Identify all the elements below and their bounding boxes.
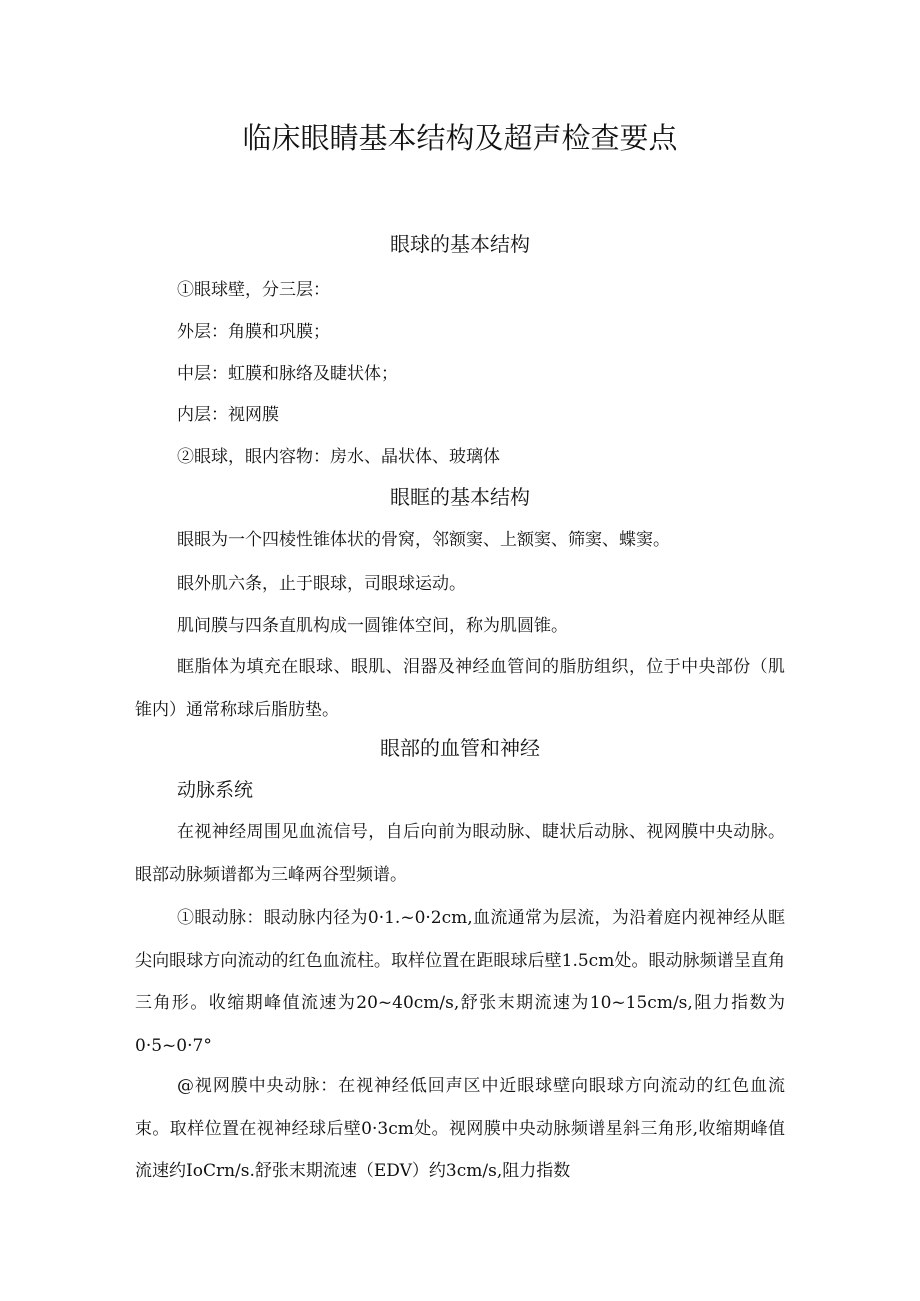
list-item: 内层：视网膜 — [177, 405, 279, 425]
sub-heading-arterial-system: 动脉系统 — [177, 779, 254, 801]
list-item: 外层：角膜和巩膜； — [177, 322, 330, 342]
section-heading-vessels-nerves: 眼部的血管和神经 — [380, 736, 540, 760]
section-heading-eyeball: 眼球的基本结构 — [390, 232, 530, 256]
list-item: 中层：虹膜和脉络及睫状体； — [177, 364, 398, 384]
section-heading-orbit: 眼眶的基本结构 — [390, 485, 530, 509]
paragraph: @视网膜中央动脉：在视神经低回声区中近眼球壁向眼球方向流动的红色血流束。取样位置在视神经球后壁0·3cm处。视网膜中央动脉频谱星斜三角形,收缩期峰值流速约IoCrn∕s.舒张末期流速（EDV）约3cm∕s,阻力指数 — [135, 1076, 785, 1181]
paragraph: 眼外肌六条，止于眼球，司眼球运动。 — [177, 574, 466, 594]
paragraph: 眶脂体为填充在眼球、眼肌、泪器及神经血管间的脂肪组织，位于中央部份（肌锥内）通常称球后脂肪垫。 — [135, 657, 785, 720]
document-title: 临床眼睛基本结构及超声检查要点 — [242, 121, 678, 155]
paragraph: 肌间膜与四条直肌构成一圆锥体空间，称为肌圆锥。 — [177, 616, 568, 636]
paragraph: ①眼动脉：眼动脉内径为0·1.~0·2cm,血流通常为层流，为沿着庭内视神经从眶尖向眼球方向流动的红色血流柱。取样位置在距眼球后壁1.5cm处。眼动脉频谱呈直角三角形。收缩期峰值流速为20~40cm∕s,舒张末期流速为10~15cm∕s,阻力指数为0·5~0·7° — [135, 908, 785, 1056]
list-item: ②眼球，眼内容物：房水、晶状体、玻璃体 — [177, 447, 500, 467]
paragraph: 眼眼为一个四棱性锥体状的骨窝，邻额窦、上额窦、筛窦、蝶窦。 — [177, 530, 670, 550]
list-item: ①眼球壁，分三层： — [177, 280, 330, 300]
paragraph: 在视神经周围见血流信号，自后向前为眼动脉、睫状后动脉、视网膜中央动脉。眼部动脉频谱都为三峰两谷型频谱。 — [135, 822, 785, 885]
